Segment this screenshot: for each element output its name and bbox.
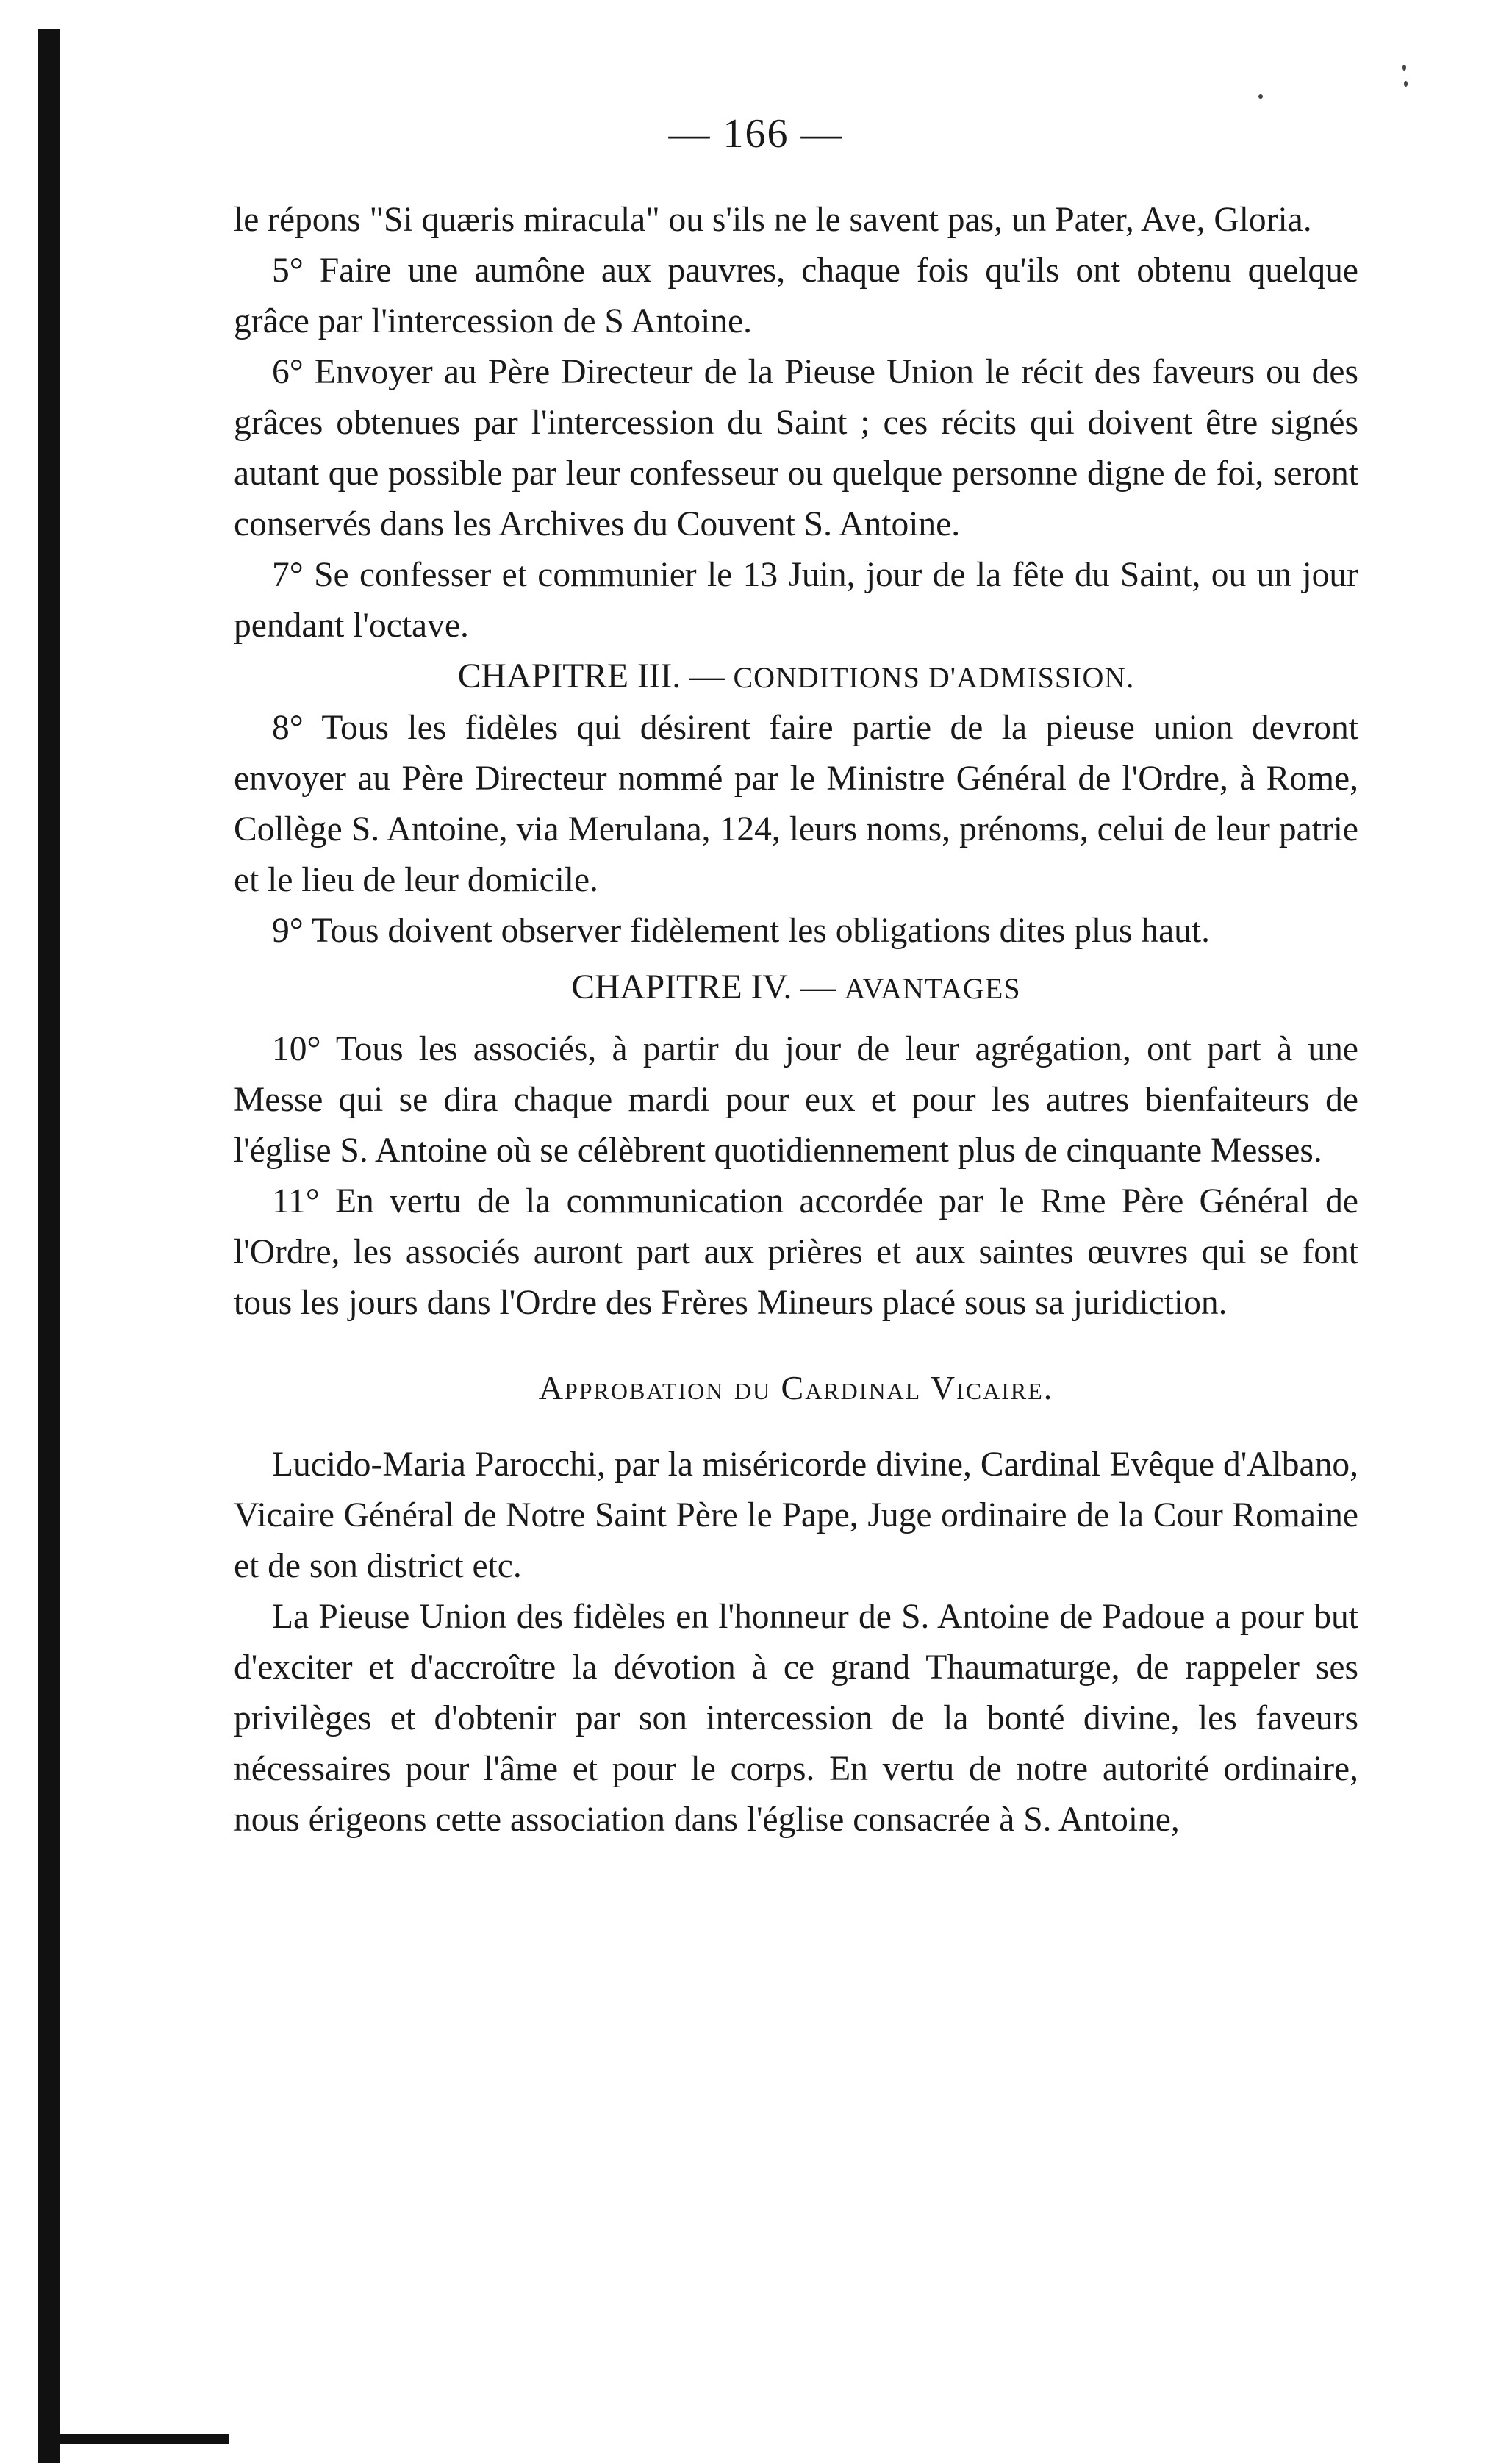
paragraph-6: 6° Envoyer au Père Directeur de la Pieuse Union le récit des faveurs ou des grâces obtenues par l'intercession du Saint ; ces récits qui doivent être signés autant que possible par leur confesseur ou quelque personne digne de foi, seront conservés dans les Archives du Couvent S. Antoine.	[234, 353, 1358, 543]
approbation-heading: Approbation du Cardinal Vicaire.	[538, 1369, 1054, 1406]
chapter-3-heading	[234, 651, 1358, 703]
paragraph-9: 9° Tous doivent observer fidèlement les obligations dites plus haut.	[272, 912, 1210, 950]
chapter-3-title: CHAPITRE III. —	[457, 657, 734, 696]
binding-shadow	[38, 29, 60, 2463]
page-number: — 166 —	[668, 111, 844, 157]
paragraph-7: 7° Se confesser et communier le 13 Juin, jour de la fête du Saint, ou un jour pendant l'octave.	[234, 556, 1358, 645]
scan-speck	[1404, 81, 1408, 87]
paragraph-repons: le répons "Si quæris miracula" ou s'ils ne le savent pas, un Pater, Ave, Gloria.	[234, 201, 1312, 239]
paragraph-8: 8° Tous les fidèles qui désirent faire partie de la pieuse union devront envoyer au Père Directeur nommé par le Ministre Général de l'Ordre, à Rome, Collège S. Antoine, via Merulana, 124, leurs noms, prénoms, celui de leur patrie et le lieu de leur domicile.	[234, 709, 1358, 899]
paragraph-10: 10° Tous les associés, à partir du jour de leur agrégation, ont part à une Messe qui se dira chaque mardi pour eux et pour les autres bienfaiteurs de l'église S. Antoine où se célèbrent quotidiennement plus de cinquante Messes.	[234, 1030, 1358, 1170]
paragraph-pieuse-union: La Pieuse Union des fidèles en l'honneur de S. Antoine de Padoue a pour but d'exciter et d'accroître la dévotion à ce grand Thaumaturge, de rappeler ses privilèges et d'obtenir par son intercession de la bonté divine, les faveurs nécessaires pour l'âme et pour le corps. En vertu de notre autorité ordinaire, nous érigeons cette association dans l'église consacrée à S. Antoine,	[234, 1598, 1358, 1839]
scan-speck	[1258, 94, 1263, 99]
page-body	[234, 195, 1358, 1845]
binding-shadow-base	[38, 2434, 229, 2444]
paragraph-parocchi: Lucido-Maria Parocchi, par la miséricorde divine, Cardinal Evêque d'Albano, Vicaire Général de Notre Saint Père le Pape, Juge ordinaire de la Cour Romaine et de son district etc.	[234, 1445, 1358, 1585]
paragraph-5: 5° Faire une aumône aux pauvres, chaque fois qu'ils ont obtenu quelque grâce par l'intercession de S Antoine.	[234, 251, 1358, 340]
chapter-4-subtitle: AVANTAGES	[844, 972, 1021, 1005]
chapter-3-subtitle: CONDITIONS D'ADMISSION.	[733, 661, 1135, 694]
scan-speck	[1402, 65, 1406, 71]
paragraph-11: 11° En vertu de la communication accordée par le Rme Père Général de l'Ordre, les associés auront part aux prières et aux saintes œuvres qui se font tous les jours dans l'Ordre des Frères Mineurs placé sous sa juridiction.	[234, 1182, 1358, 1322]
chapter-4-title: CHAPITRE IV. —	[571, 968, 845, 1007]
chapter-4-heading	[234, 962, 1358, 1014]
approbation-body	[234, 1440, 1358, 1845]
